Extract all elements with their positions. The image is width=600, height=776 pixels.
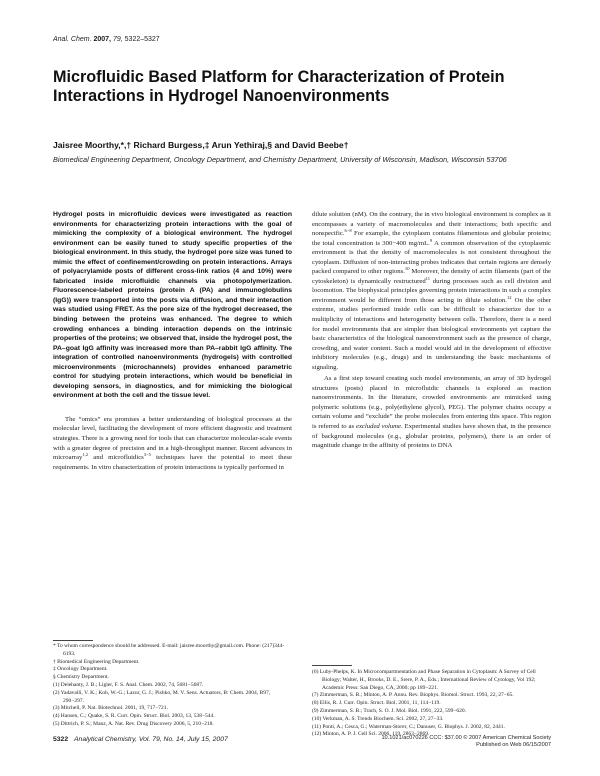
body-text: As a first step toward creating such model environments, an array of 3D hydrogel structures (posts) placed in microfluidic channels is explored as reaction nanoenvironments. In the literature, crowded environments are mimicked using polymeric solutions (e.g., poly(ethylene glycol), PEG). The polymer chains occupy a certain volume and “exclude” the probe molecules from entering this space. This region is referred to as: [312, 375, 551, 431]
reference: (3) Mitchell, P. Nat. Biotechnol. 2001, 19, 717−721.: [53, 705, 168, 712]
body-text: Moreover, the density of actin filaments (part of the cytoskeleton) is dynamically restructured: [312, 268, 551, 285]
journal-pages: 5322–5327: [124, 36, 160, 43]
footnote: § Chemistry Department.: [53, 674, 109, 681]
intro-text-mid: and microfluidics: [88, 454, 144, 462]
body-paragraph-1: [312, 210, 551, 372]
reference: (4) Hansen, C.; Quake, S. R. Curr. Opin. Struct. Biol. 2003, 13, 538−544.: [53, 713, 215, 720]
footnote-divider: [53, 640, 93, 641]
body-text: On the other extreme, studies performed inside cells can be difficult to characterize due to a multiplicity of interactions and heterogeneity between cells. Therefore, there is a need for model environments that are simpler than biological environments yet capture the basic characteristics of the biological nanoenvironment such as the presence of charge, crowding, and water content. Such a model would aid in the development of effective inhibitory molecules (e.g., drugs) and in understanding the basic mechanisms of signaling.: [312, 296, 551, 371]
journal-volume: 79,: [112, 36, 123, 43]
footnotes-right: [312, 669, 551, 739]
reference: (2) Yadavalli, V. K.; Koh, W.-G.; Lazur, G. J.; Pishko, M. V. Sens. Actuators, B: Chem. 2004, B97, 290−297.: [53, 689, 271, 704]
body-text: . Experimental studies have shown that, in the presence of background molecules (e.g., globular proteins, polymers), there is an order of magnitude change in the affinity of proteins to DNA: [312, 423, 552, 450]
reference: (10) Verkman, A. S. Trends Biochem. Sci. 2002, 27, 27−33.: [312, 715, 444, 722]
reference: (11) Ponti, A.; Cesca, G.; Waterman-Storer, C.; Danuser, G. Biophys. J. 2002, 82, 2441.: [312, 723, 505, 730]
citation-ref: 10: [404, 266, 410, 272]
page-footer-right: [312, 735, 551, 750]
reference: (1) Delehanty, J. B.; Ligler, F. S. Anal. Chem. 2002, 74, 5681−5687.: [53, 681, 204, 688]
reference: (12) Minton, A. P. J. Cell Sci. 2006, 119, 2863−2869.: [312, 731, 430, 738]
reference: (7) Zimmerman, S. B.; Minton, A. P. Annu. Rev. Biophys. Biomol. Struct. 1993, 22, 27−65.: [312, 692, 514, 699]
abstract: Hydrogel posts in microfluidic devices were investigated as reaction environments for characterizing protein interactions with the goal of mimicking the complexity of a biological environment. The hydrogel environment can be easily tuned to study specific properties of the biological environment. In this study, the hydrogel pore size was tuned to mimic the effect of confinement/crowding on protein interactions. Arrays of polyacrylamide posts of different cross-link ratios (4 and 10%) were fabricated inside microfluidic channels via photopolymerization. Fluorescence-labeled proteins (protein A (PA) and immunoglobulins (IgG)) were transported into the posts via diffusion, and their interaction was studied using FRET. As the pore size of the hydrogel decreased, the binding between the proteins was enhanced. The degree to which crowding enhances a binding interaction depends on the intrinsic properties of the proteins; we observed that, inside the hydrogel post, the PA–goat IgG affinity was increased more than PA–rabbit IgG affinity. The integration of controlled nanoenvironments (hydrogels) with controlled microenvironments (microchannels) provides enhanced parametric control for studying protein interactions, which would be beneficial in developing sensors, in diagnostics, and for mimicking the biological environment at both the cell and the tissue level.: [53, 211, 292, 400]
journal-year: 2007,: [93, 36, 112, 43]
citation-ref: 3−5: [143, 451, 151, 457]
page-footer-left: [53, 736, 228, 743]
page-number: 5322: [53, 736, 69, 743]
body-paragraph-2: [312, 374, 551, 450]
intro-text-end: techniques have the potential to meet these requirements. In vitro characterization of protein interactions is typically performed in: [53, 454, 292, 471]
body-text: during processes such as cell division and locomotion. The biophysical principles governing protein interactions in such a complex environment would be different from those acting in dilute solution.: [312, 277, 551, 304]
intro-text: The “omics” era promises a better understanding of biological processes at the molecular level, facilitating the development of more efficient diagnostic and treatment strategies. There is a growing need for tools that can characterize molecular-scale events with a greater degree of precision and in a high-throughput manner. Recent advances in microarray: [53, 415, 292, 462]
footnotes-left: [53, 643, 292, 729]
reference: (9) Zimmerman, S. B.; Trach, S. O. J. Mol. Biol. 1991, 222, 599−620.: [312, 707, 467, 714]
citation-ref: 6−8: [344, 227, 352, 233]
footnote: † Biomedical Engineering Department.: [53, 658, 140, 665]
reference: (8) Ellis, R. J. Curr. Opin. Struct. Biol. 2001, 11, 114−119.: [312, 700, 441, 707]
body-text: For example, the cytoplasm contains filamentous and globular proteins; the total concentration is 300−400 mg/mL.: [312, 230, 551, 247]
affiliation: Biomedical Engineering Department, Oncology Department, and Chemistry Department, University of Wisconsin, Madison, Wisconsin 53706: [53, 155, 507, 164]
journal-name: Anal. Chem.: [53, 36, 92, 43]
published-date: Published on Web 06/15/2007: [476, 742, 551, 749]
citation-ref: 11: [425, 275, 431, 281]
citation-ref: 9: [429, 237, 433, 243]
body-text: A common observation of the cytoplasmic environment is that the density of macromolecules is not consistent throughout the cytoplasm. Diffusion of non-interacting probes indicates that certain regions are densely packed compared to other regions.: [312, 239, 552, 276]
article-title: Microfluidic Based Platform for Characterization of Protein Interactions in Hydrogel Nanoenvironments: [53, 68, 505, 105]
intro-paragraph: [53, 415, 292, 472]
journal-citation: [53, 36, 160, 43]
body-text: dilute solution (nM). On the contrary, the in vivo biological environment is complex as it encompasses a variety of macromolecules and their interactions; both specific and nonspecific.: [312, 211, 551, 238]
doi-copyright: 10.1021/ac070226 CCC: $37.00 © 2007 American Chemical Society: [381, 735, 551, 741]
emphasis-term: excluded volume: [356, 423, 401, 431]
footnote-divider: [312, 665, 352, 666]
reference: (5) Dittrich, P. S.; Manz, A. Nat. Rev. Drug Discovery 2006, 5, 210−218.: [53, 720, 214, 727]
footer-journal: Analytical Chemistry, Vol. 79, No. 14, July 15, 2007: [74, 736, 228, 743]
citation-ref: 12: [506, 294, 512, 300]
right-column: [312, 210, 551, 451]
author-list: Jaisree Moorthy,*,† Richard Burgess,‡ Arun Yethiraj,§ and David Beebe†: [53, 140, 349, 150]
footnote: ‡ Oncology Department.: [53, 666, 108, 673]
footnote: * To whom correspondence should be addressed. E-mail: jaisree.moorthy@gmail.com. Phone: (217)344-6193.: [53, 643, 285, 657]
reference: (6) Luby-Phelps, K. In Microcompartmentation and Phase Separation in Cytoplasm: A Survey of Cell Biology; Walter, H., Brooks, D. E., Srere, P. A., Eds.; International Review of Cytology, Vol 192; Academic Press: San Diego, CA, 2000; pp 189−221.: [312, 669, 536, 691]
left-column: [53, 210, 292, 472]
citation-ref: 1,2: [82, 451, 89, 457]
